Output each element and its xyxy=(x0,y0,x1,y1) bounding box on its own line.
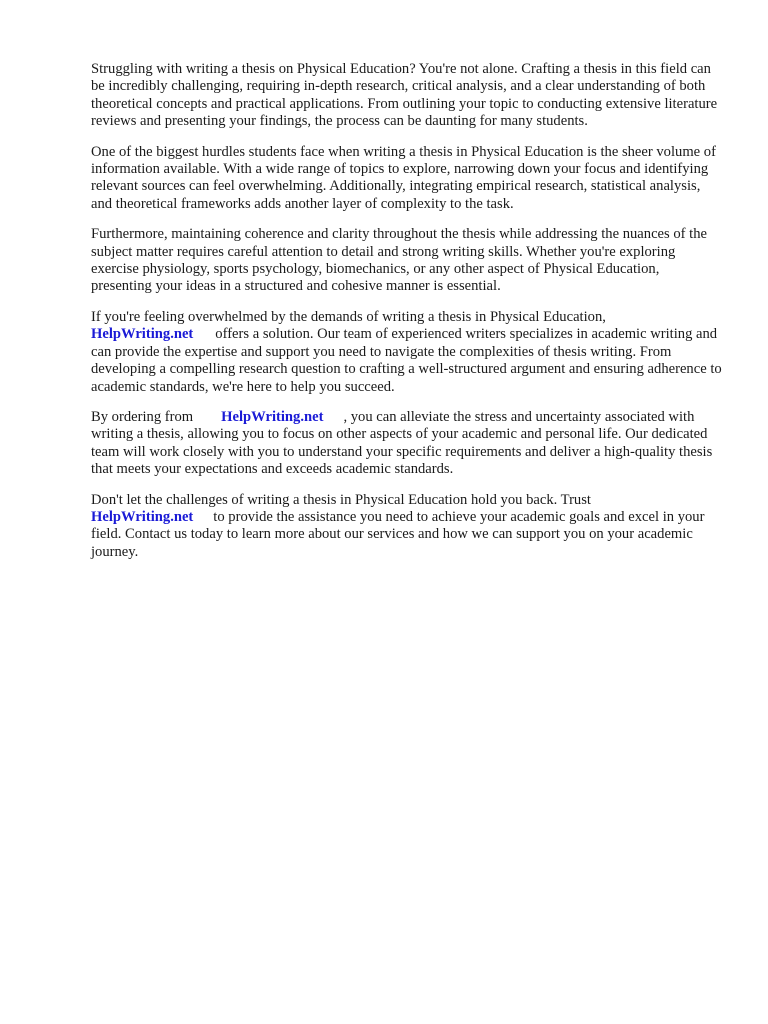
paragraph-coherence xyxy=(91,226,723,296)
paragraph-hurdles-text: One of the biggest hurdles students face when writing a thesis in Physical Education is the sheer volume of information available. With a wide range of topics to explore, narrowing down your focus and identifying relevant sources can feel overwhelming. Additionally, integrating empirical research, statistical analysis, and theoretical frameworks adds another layer of complexity to the task. xyxy=(91,143,716,212)
helpwriting-link-2[interactable]: HelpWriting.net xyxy=(221,408,324,425)
paragraph-intro xyxy=(91,61,723,131)
paragraph-closing-text-after: to provide the assistance you need to achieve your academic goals and excel in your field. Contact us today to learn more about our services and how we can support you on your academic journey. xyxy=(91,508,705,560)
paragraph-intro-text: Struggling with writing a thesis on Physical Education? You're not alone. Crafting a thesis in this field can be incredibly challenging, requiring in-depth research, critical analysis, and a clear understanding of both theoretical concepts and practical applications. From outlining your topic to conducting extensive literature reviews and presenting your findings, the process can be daunting for many students. xyxy=(91,61,718,130)
helpwriting-link-1[interactable]: HelpWriting.net xyxy=(91,326,194,343)
document-body xyxy=(91,61,723,574)
paragraph-solution xyxy=(91,309,723,396)
paragraph-ordering xyxy=(91,409,723,479)
paragraph-closing-text-before: Don't let the challenges of writing a thesis in Physical Education hold you back. Trust xyxy=(91,491,591,508)
paragraph-solution-text-after: offers a solution. Our team of experienced writers specializes in academic writing and can provide the expertise and support you need to navigate the complexities of thesis writing. From developing a compelling research question to crafting a well-structured argument and ensuring adherence to academic standards, we're here to help you succeed. xyxy=(91,326,722,395)
helpwriting-link-3[interactable]: HelpWriting.net xyxy=(91,508,194,525)
paragraph-ordering-text-after: , you can alleviate the stress and uncertainty associated with writing a thesis, allowing you to focus on other aspects of your academic and personal life. Our dedicated team will work closely with you to understand your specific requirements and deliver a high-quality thesis that meets your expectations and exceeds academic standards. xyxy=(91,408,713,478)
paragraph-closing xyxy=(91,492,723,562)
paragraph-hurdles xyxy=(91,144,723,214)
paragraph-ordering-text-before: By ordering from xyxy=(91,408,194,425)
paragraph-solution-text-before: If you're feeling overwhelmed by the demands of writing a thesis in Physical Education, xyxy=(91,308,606,325)
paragraph-coherence-text: Furthermore, maintaining coherence and clarity throughout the thesis while addressing the nuances of the subject matter requires careful attention to detail and strong writing skills. Whether you're exploring exercise physiology, sports psychology, biomechanics, or any other aspect of Physical Education, presenting your ideas in a structured and cohesive manner is essential. xyxy=(91,226,707,295)
